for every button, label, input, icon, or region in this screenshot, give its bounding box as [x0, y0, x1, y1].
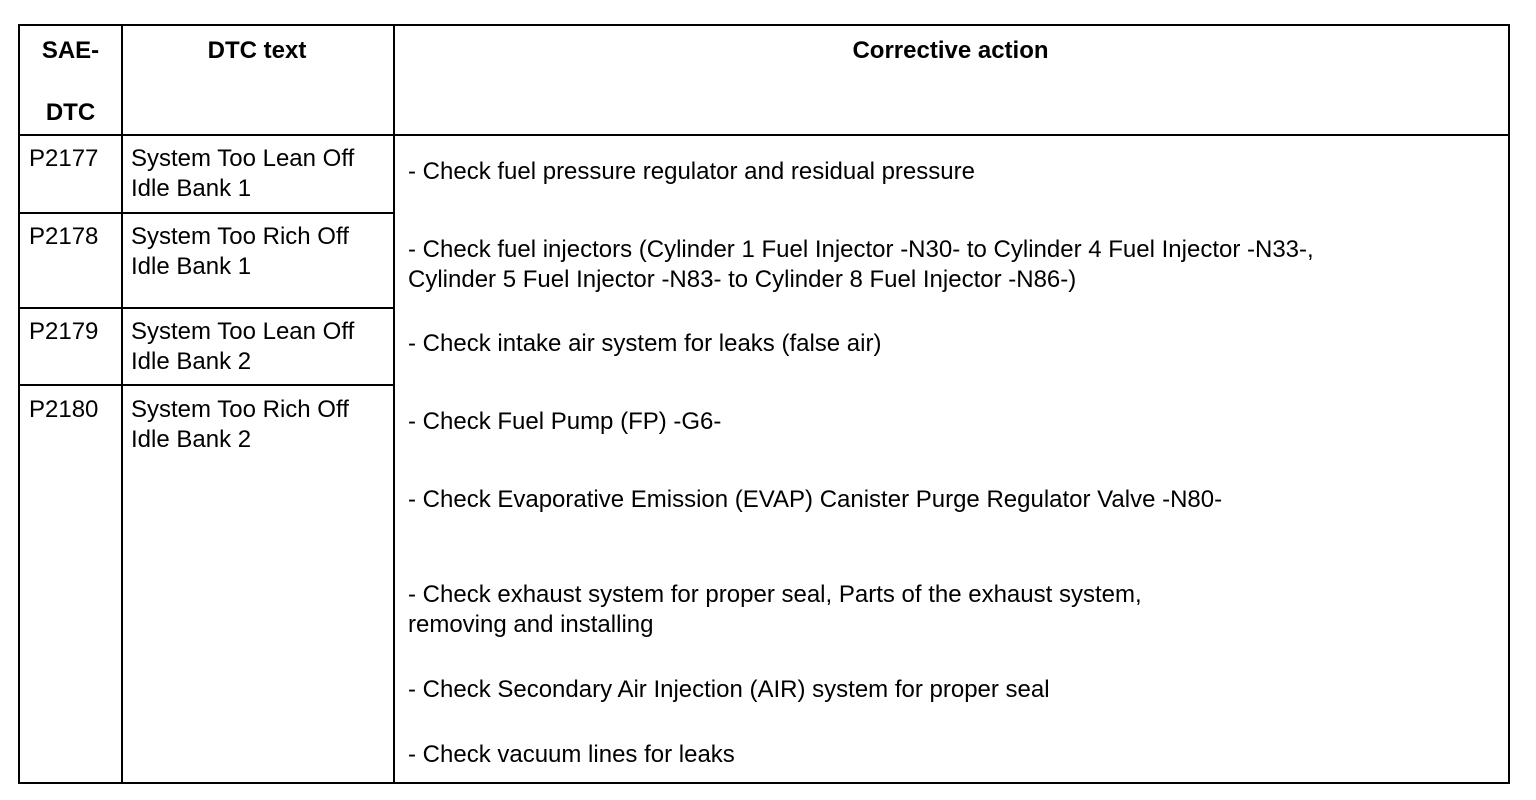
row-divider-3: [20, 384, 395, 386]
dtc-text-line2: Idle Bank 1: [131, 253, 252, 280]
header-divider: [20, 134, 1508, 136]
dtc-text-line2: Idle Bank 2: [131, 426, 252, 453]
row-divider-2: [20, 307, 395, 309]
dtc-text: [131, 317, 354, 377]
dtc-table: [18, 24, 1510, 784]
corrective-action-item: - Check vacuum lines for leaks: [408, 741, 735, 768]
corrective-action-item: - Check intake air system for leaks (false air): [408, 330, 882, 357]
column-divider-code: [121, 26, 123, 782]
dtc-text: [131, 144, 354, 204]
column-divider-text: [393, 26, 395, 782]
corrective-action-item: - Check Evaporative Emission (EVAP) Canister Purge Regulator Valve -N80-: [408, 486, 1223, 513]
dtc-text-line2: Idle Bank 1: [131, 175, 252, 202]
corrective-action-item: [408, 580, 1142, 640]
dtc-text: [131, 395, 349, 455]
header-dtc-text: DTC text: [207, 37, 307, 64]
corrective-action-line2: removing and installing: [408, 611, 654, 638]
dtc-code: P2178: [29, 223, 99, 250]
dtc-text-line2: Idle Bank 2: [131, 348, 252, 375]
corrective-action-item: - Check Fuel Pump (FP) -G6-: [408, 408, 722, 435]
corrective-action-line1: - Check fuel injectors (Cylinder 1 Fuel Injector -N30- to Cylinder 4 Fuel Injector -N33-,: [408, 236, 1314, 263]
dtc-code: P2177: [29, 145, 99, 172]
corrective-action-item: [408, 235, 1314, 295]
dtc-text-line1: System Too Rich Off: [131, 223, 349, 250]
dtc-text-line1: System Too Rich Off: [131, 396, 349, 423]
corrective-action-item: - Check fuel pressure regulator and residual pressure: [408, 158, 975, 185]
dtc-text: [131, 222, 349, 282]
corrective-action-line2: Cylinder 5 Fuel Injector -N83- to Cylinder 8 Fuel Injector -N86-): [408, 266, 1077, 293]
row-divider-1: [20, 212, 395, 214]
corrective-action-item: - Check Secondary Air Injection (AIR) system for proper seal: [408, 676, 1050, 703]
dtc-text-line1: System Too Lean Off: [131, 318, 355, 345]
header-sae-dtc: [20, 20, 121, 144]
header-sae-dtc-line2: DTC: [45, 99, 96, 126]
dtc-text-line1: System Too Lean Off: [131, 145, 355, 172]
header-sae-dtc-line1: SAE-: [41, 37, 100, 64]
dtc-code: P2179: [29, 318, 99, 345]
header-corrective-action: Corrective action: [852, 37, 1049, 64]
dtc-code: P2180: [29, 396, 99, 423]
corrective-action-line1: - Check exhaust system for proper seal, Parts of the exhaust system,: [408, 581, 1142, 608]
